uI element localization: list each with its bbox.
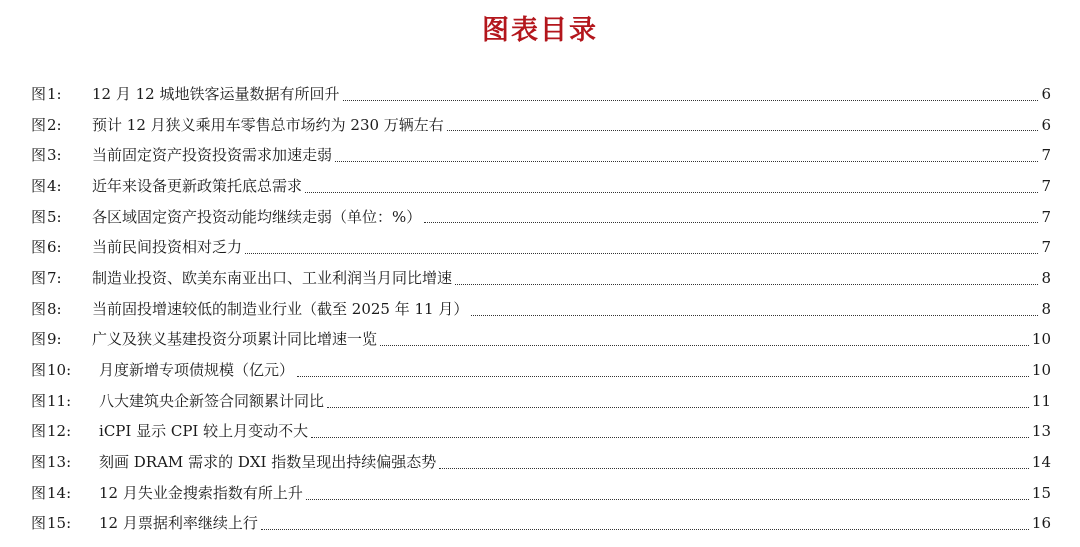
toc-entry-label: 图 xyxy=(31,84,47,103)
toc-entry-page-number: 15 xyxy=(1031,483,1051,502)
toc-entry[interactable] xyxy=(31,447,1051,478)
toc-entry-page-number: 7 xyxy=(1041,238,1051,257)
toc-entry[interactable] xyxy=(31,140,1051,171)
toc-dot-leader xyxy=(424,221,1038,223)
toc-entry-number: 7: xyxy=(47,268,62,287)
toc-entry-title: 近年来设备更新政策托底总需求 xyxy=(92,176,303,195)
toc-entry-title: 当前固定资产投资投资需求加速走弱 xyxy=(92,146,333,165)
toc-entry-title: 预计 12 月狭义乘用车零售总市场约为 230 万辆左右 xyxy=(92,115,444,134)
toc-entry-page-number: 7 xyxy=(1041,176,1051,195)
toc-entry[interactable] xyxy=(31,202,1051,233)
toc-entry-number: 1: xyxy=(47,84,62,103)
toc-entry-label: 图 xyxy=(31,514,47,533)
toc-entry-label: 图 xyxy=(31,330,47,349)
toc-entry-page-number: 7 xyxy=(1041,146,1051,165)
toc-entry-page-number: 13 xyxy=(1031,422,1051,441)
toc-entry-title: 当前固投增速较低的制造业行业（截至 2025 年 11 月） xyxy=(92,299,469,318)
toc-entry-number: 11: xyxy=(47,391,72,410)
toc-entry-number: 15: xyxy=(47,514,72,533)
toc-entry-title: 12 月票据利率继续上行 xyxy=(99,514,258,533)
toc-dot-leader xyxy=(380,344,1029,346)
toc-dot-leader xyxy=(455,283,1038,285)
toc-entry-label: 图 xyxy=(31,391,47,410)
toc-entry[interactable] xyxy=(31,355,1051,386)
toc-entry[interactable] xyxy=(31,79,1051,110)
toc-entry-number: 9: xyxy=(47,330,62,349)
toc-entry-number: 2: xyxy=(47,115,62,134)
toc-entry-label: 图 xyxy=(31,453,47,472)
toc-entry-label: 图 xyxy=(31,207,47,226)
toc-entry-page-number: 14 xyxy=(1031,453,1051,472)
toc-entry-title: 当前民间投资相对乏力 xyxy=(92,238,243,257)
toc-entry-number: 13: xyxy=(47,453,72,472)
toc-dot-leader xyxy=(306,498,1029,500)
toc-entry-label: 图 xyxy=(31,238,47,257)
toc-entry-title: 各区域固定资产投资动能均继续走弱（单位：%） xyxy=(92,207,422,226)
toc-entry-page-number: 10 xyxy=(1031,361,1051,380)
toc-dot-leader xyxy=(327,406,1029,408)
toc-entry-page-number: 6 xyxy=(1041,84,1051,103)
toc-entry[interactable] xyxy=(31,171,1051,202)
toc-entry-title: 制造业投资、欧美东南亚出口、工业利润当月同比增速 xyxy=(92,268,453,287)
toc-entry-number: 8: xyxy=(47,299,62,318)
toc-entry-number: 6: xyxy=(47,238,62,257)
toc-entry[interactable] xyxy=(31,263,1051,294)
toc-entry-title: 12 月失业金搜索指数有所上升 xyxy=(99,483,303,502)
toc-entry-label: 图 xyxy=(31,299,47,318)
toc-entry-title: 广义及狭义基建投资分项累计同比增速一览 xyxy=(92,330,378,349)
toc-entry-label: 图 xyxy=(31,361,47,380)
page-title: 图表目录 xyxy=(482,15,598,46)
toc-entry-number: 3: xyxy=(47,146,62,165)
toc-entry[interactable] xyxy=(31,478,1051,509)
toc-entry-number: 10: xyxy=(47,361,72,380)
toc-dot-leader xyxy=(245,252,1038,254)
toc-entry-page-number: 8 xyxy=(1041,268,1051,287)
toc-entry[interactable] xyxy=(31,110,1051,141)
toc-entry-label: 图 xyxy=(31,422,47,441)
toc-entry-page-number: 10 xyxy=(1031,330,1051,349)
toc-dot-leader xyxy=(305,191,1038,193)
toc-entry-number: 5: xyxy=(47,207,62,226)
toc-entry-label: 图 xyxy=(31,483,47,502)
toc-dot-leader xyxy=(439,467,1029,469)
toc-entry-number: 12: xyxy=(47,422,72,441)
toc-entry-title: iCPI 显示 CPI 较上月变动不大 xyxy=(99,422,309,441)
toc-dot-leader xyxy=(447,129,1039,131)
toc-entry[interactable] xyxy=(31,417,1051,448)
toc-entry-page-number: 8 xyxy=(1041,299,1051,318)
toc-entry-page-number: 6 xyxy=(1041,115,1051,134)
toc-entry[interactable] xyxy=(31,294,1051,325)
toc-entry[interactable] xyxy=(31,509,1051,540)
toc-entry-page-number: 16 xyxy=(1031,514,1051,533)
toc-dot-leader xyxy=(297,375,1029,377)
toc-entry-title: 刻画 DRAM 需求的 DXI 指数呈现出持续偏强态势 xyxy=(99,453,437,472)
toc-entry-label: 图 xyxy=(31,146,47,165)
toc-entry[interactable] xyxy=(31,232,1051,263)
toc-entry-label: 图 xyxy=(31,176,47,195)
toc-dot-leader xyxy=(261,528,1029,530)
toc-entry[interactable] xyxy=(31,386,1051,417)
toc-entry-page-number: 11 xyxy=(1031,391,1051,410)
toc-dot-leader xyxy=(311,436,1029,438)
toc-dot-leader xyxy=(471,314,1038,316)
toc-dot-leader xyxy=(335,160,1038,162)
toc-entry-page-number: 7 xyxy=(1041,207,1051,226)
toc-entry-title: 12 月 12 城地铁客运量数据有所回升 xyxy=(92,84,340,103)
toc-entry-number: 4: xyxy=(47,176,62,195)
toc-entry-number: 14: xyxy=(47,483,72,502)
table-of-figures xyxy=(31,79,1051,539)
toc-entry-label: 图 xyxy=(31,115,47,134)
toc-entry[interactable] xyxy=(31,325,1051,356)
toc-entry-label: 图 xyxy=(31,268,47,287)
toc-dot-leader xyxy=(343,99,1039,101)
toc-entry-title: 八大建筑央企新签合同额累计同比 xyxy=(99,391,325,410)
toc-entry-title: 月度新增专项债规模（亿元） xyxy=(99,361,295,380)
